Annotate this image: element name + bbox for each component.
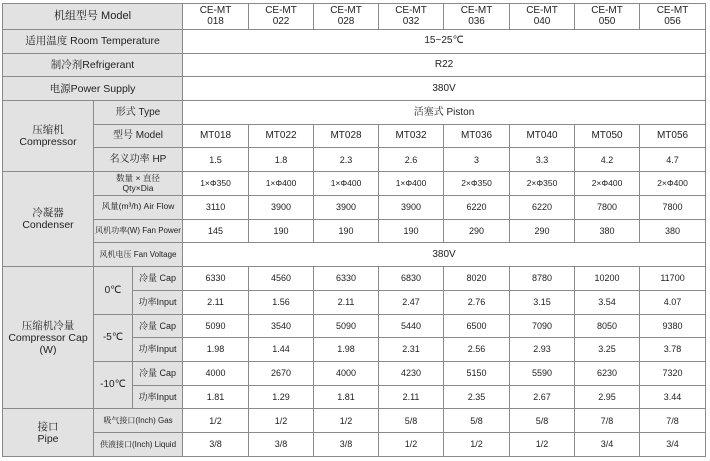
capacity-group [3, 267, 94, 409]
model-header-line: CE-MT [330, 4, 362, 16]
table-row [3, 4, 706, 30]
model-header-line: 018 [207, 16, 224, 28]
input-label: 功率Input [133, 338, 183, 362]
value-cell: 1×Φ400 [249, 172, 314, 196]
value-cell: 6330 [314, 267, 379, 291]
table-row [3, 361, 706, 385]
value-cell: 3.54 [575, 290, 640, 314]
table-row [3, 124, 706, 148]
model-header-line: 056 [664, 16, 681, 28]
value-cell: 3 [444, 148, 510, 172]
value-cell: 4.07 [640, 290, 706, 314]
value-cell: 190 [379, 219, 444, 243]
value-cell: MT032 [379, 124, 444, 148]
type-label: 形式 Type [94, 101, 183, 125]
value-cell: 3/4 [640, 433, 706, 457]
capacity-group-line: (W) [39, 343, 57, 356]
value-cell: MT036 [444, 124, 510, 148]
value-cell: 2×Φ400 [575, 172, 640, 196]
value-cell: 2.56 [444, 338, 510, 362]
value-cell: 1/2 [183, 409, 249, 433]
model-header [510, 4, 575, 30]
fan-qty-label [94, 172, 183, 196]
value-cell: 3/8 [183, 433, 249, 457]
value-cell: 5/8 [379, 409, 444, 433]
pipe-group-line: 接口 [37, 420, 59, 433]
model-header-line: 028 [337, 16, 355, 28]
value-cell: 2.6 [379, 148, 444, 172]
hp-label: 名义功率 HP [94, 148, 183, 172]
spec-table [2, 3, 706, 457]
pipe-group-line: Pipe [37, 432, 59, 445]
value-cell: 4000 [314, 361, 379, 385]
model-header-line: 040 [533, 16, 551, 28]
value-cell: 1/2 [510, 433, 575, 457]
value-cell: 3900 [379, 195, 444, 219]
value-cell: 3.25 [575, 338, 640, 362]
compressor-model-label: 型号 Model [94, 124, 183, 148]
value-cell: 2.47 [379, 290, 444, 314]
input-label: 功率Input [133, 290, 183, 314]
value-cell: 5440 [379, 314, 444, 338]
cap-label: 冷量 Cap [133, 361, 183, 385]
model-header-line: CE-MT [395, 4, 427, 16]
model-header [575, 4, 640, 30]
value-cell: 2.11 [379, 385, 444, 409]
value-cell: 1/2 [314, 409, 379, 433]
model-header-line: 050 [598, 16, 616, 28]
value-cell: 2.93 [510, 338, 575, 362]
model-header [314, 4, 379, 30]
model-header-line: CE-MT [526, 4, 558, 16]
value-cell: 2.67 [510, 385, 575, 409]
value-cell: 7800 [575, 195, 640, 219]
value-cell: 5/8 [444, 409, 510, 433]
model-header [444, 4, 510, 30]
value-cell: 3.44 [640, 385, 706, 409]
model-header-line: 032 [402, 16, 420, 28]
value-cell: 1.98 [314, 338, 379, 362]
fan-voltage-value: 380V [183, 243, 706, 267]
fan-power-label: 风机功率(W) Fan Power [94, 219, 183, 243]
power-value: 380V [183, 77, 706, 101]
table-row [3, 195, 706, 219]
value-cell: 4560 [249, 267, 314, 291]
model-header [640, 4, 706, 30]
value-cell: 5150 [444, 361, 510, 385]
capacity-group-line: Compressor Cap [8, 331, 88, 344]
model-header-line: CE-MT [460, 4, 493, 16]
condenser-group [3, 172, 94, 267]
value-cell: 7800 [640, 195, 706, 219]
value-cell: 8780 [510, 267, 575, 291]
table-row [3, 53, 706, 77]
value-cell: MT040 [510, 124, 575, 148]
model-header [249, 4, 314, 30]
value-cell: 4230 [379, 361, 444, 385]
value-cell: 7/8 [640, 409, 706, 433]
value-cell: 4.7 [640, 148, 706, 172]
value-cell: 190 [314, 219, 379, 243]
value-cell: MT022 [249, 124, 314, 148]
model-header-line: CE-MT [591, 4, 623, 16]
compressor-group-line: Compressor [19, 136, 77, 149]
cap-label: 冷量 Cap [133, 267, 183, 291]
air-flow-label: 风量(m³/h) Air Flow [94, 195, 183, 219]
model-header-line: CE-MT [656, 4, 689, 16]
value-cell: 4000 [183, 361, 249, 385]
value-cell: 2670 [249, 361, 314, 385]
value-cell: 2.95 [575, 385, 640, 409]
value-cell: 190 [249, 219, 314, 243]
table-row [3, 101, 706, 125]
temp-label: -5℃ [94, 314, 133, 361]
value-cell: 3/4 [575, 433, 640, 457]
value-cell: 5090 [314, 314, 379, 338]
value-cell: 2.76 [444, 290, 510, 314]
input-label: 功率Input [133, 385, 183, 409]
liquid-label: 供液接口(Inch) Liquid [94, 433, 183, 457]
value-cell: 1/2 [249, 409, 314, 433]
temperature-value: 15~25℃ [183, 29, 706, 53]
value-cell: 1.56 [249, 290, 314, 314]
model-header [379, 4, 444, 30]
value-cell: 1.5 [183, 148, 249, 172]
model-header-line: CE-MT [199, 4, 232, 16]
value-cell: 2.3 [314, 148, 379, 172]
value-cell: 1.8 [249, 148, 314, 172]
model-header-line: CE-MT [265, 4, 297, 16]
value-cell: 3900 [314, 195, 379, 219]
value-cell: 1.44 [249, 338, 314, 362]
table-row [3, 29, 706, 53]
fan-voltage-label: 风机电压 Fan Voltage [94, 243, 183, 267]
pipe-group [3, 409, 94, 457]
temperature-label: 适用温度 Room Temperature [3, 29, 183, 53]
compressor-group [3, 101, 94, 172]
value-cell: 5090 [183, 314, 249, 338]
power-label: 电源Power Supply [3, 77, 183, 101]
value-cell: 6500 [444, 314, 510, 338]
value-cell: 6220 [444, 195, 510, 219]
value-cell: 11700 [640, 267, 706, 291]
model-header [183, 4, 249, 30]
value-cell: MT056 [640, 124, 706, 148]
value-cell: 7/8 [575, 409, 640, 433]
value-cell: 1×Φ350 [183, 172, 249, 196]
value-cell: 3/8 [249, 433, 314, 457]
value-cell: 7320 [640, 361, 706, 385]
table-row [3, 219, 706, 243]
value-cell: 1×Φ400 [379, 172, 444, 196]
value-cell: 2.35 [444, 385, 510, 409]
value-cell: 1.29 [249, 385, 314, 409]
model-header-line: 022 [272, 16, 290, 28]
value-cell: 380 [640, 219, 706, 243]
value-cell: 2.11 [183, 290, 249, 314]
value-cell: 4.2 [575, 148, 640, 172]
compressor-group-line: 压缩机 [32, 124, 64, 137]
gas-label: 吸气接口(Inch) Gas [94, 409, 183, 433]
value-cell: 2×Φ350 [444, 172, 510, 196]
table-row [3, 148, 706, 172]
value-cell: MT050 [575, 124, 640, 148]
table-row [3, 314, 706, 338]
value-cell: 3.3 [510, 148, 575, 172]
value-cell: 145 [183, 219, 249, 243]
value-cell: 2.11 [314, 290, 379, 314]
value-cell: 3900 [249, 195, 314, 219]
temp-label: 0℃ [94, 267, 133, 314]
capacity-group-line: 压缩机冷量 [21, 319, 75, 332]
value-cell: 5590 [510, 361, 575, 385]
value-cell: 3.78 [640, 338, 706, 362]
value-cell: 7090 [510, 314, 575, 338]
cap-label: 冷量 Cap [133, 314, 183, 338]
table-row [3, 77, 706, 101]
type-value: 活塞式 Piston [183, 101, 706, 125]
model-header-line: 036 [468, 16, 485, 28]
value-cell: 1.98 [183, 338, 249, 362]
value-cell: 3110 [183, 195, 249, 219]
value-cell: 290 [510, 219, 575, 243]
table-row [3, 243, 706, 267]
value-cell: 3.15 [510, 290, 575, 314]
value-cell: 3540 [249, 314, 314, 338]
value-cell: 8020 [444, 267, 510, 291]
table-row [3, 433, 706, 457]
value-cell: 1.81 [314, 385, 379, 409]
table-row [3, 409, 706, 433]
temp-label: -10℃ [94, 361, 133, 408]
value-cell: 1/2 [444, 433, 510, 457]
value-cell: 2×Φ400 [640, 172, 706, 196]
fan-qty-label-line: Qty×Dia [122, 182, 154, 193]
condenser-group-line: 冷凝器 [32, 207, 64, 220]
refrigerant-label: 制冷剂Refrigerant [3, 53, 183, 77]
fan-qty-label-line: 数量 × 直径 [116, 172, 160, 183]
refrigerant-value: R22 [183, 53, 706, 77]
value-cell: 5/8 [510, 409, 575, 433]
value-cell: MT028 [314, 124, 379, 148]
value-cell: 9380 [640, 314, 706, 338]
condenser-group-line: Condenser [22, 219, 74, 232]
value-cell: 2.31 [379, 338, 444, 362]
value-cell: 380 [575, 219, 640, 243]
value-cell: MT018 [183, 124, 249, 148]
value-cell: 1×Φ400 [314, 172, 379, 196]
value-cell: 10200 [575, 267, 640, 291]
model-header-label: 机组型号 Model [3, 4, 183, 30]
value-cell: 1/2 [379, 433, 444, 457]
value-cell: 6230 [575, 361, 640, 385]
value-cell: 1.81 [183, 385, 249, 409]
value-cell: 3/8 [314, 433, 379, 457]
table-row [3, 172, 706, 196]
value-cell: 6830 [379, 267, 444, 291]
value-cell: 2×Φ350 [510, 172, 575, 196]
value-cell: 8050 [575, 314, 640, 338]
table-row [3, 267, 706, 291]
value-cell: 6330 [183, 267, 249, 291]
value-cell: 6220 [510, 195, 575, 219]
value-cell: 290 [444, 219, 510, 243]
